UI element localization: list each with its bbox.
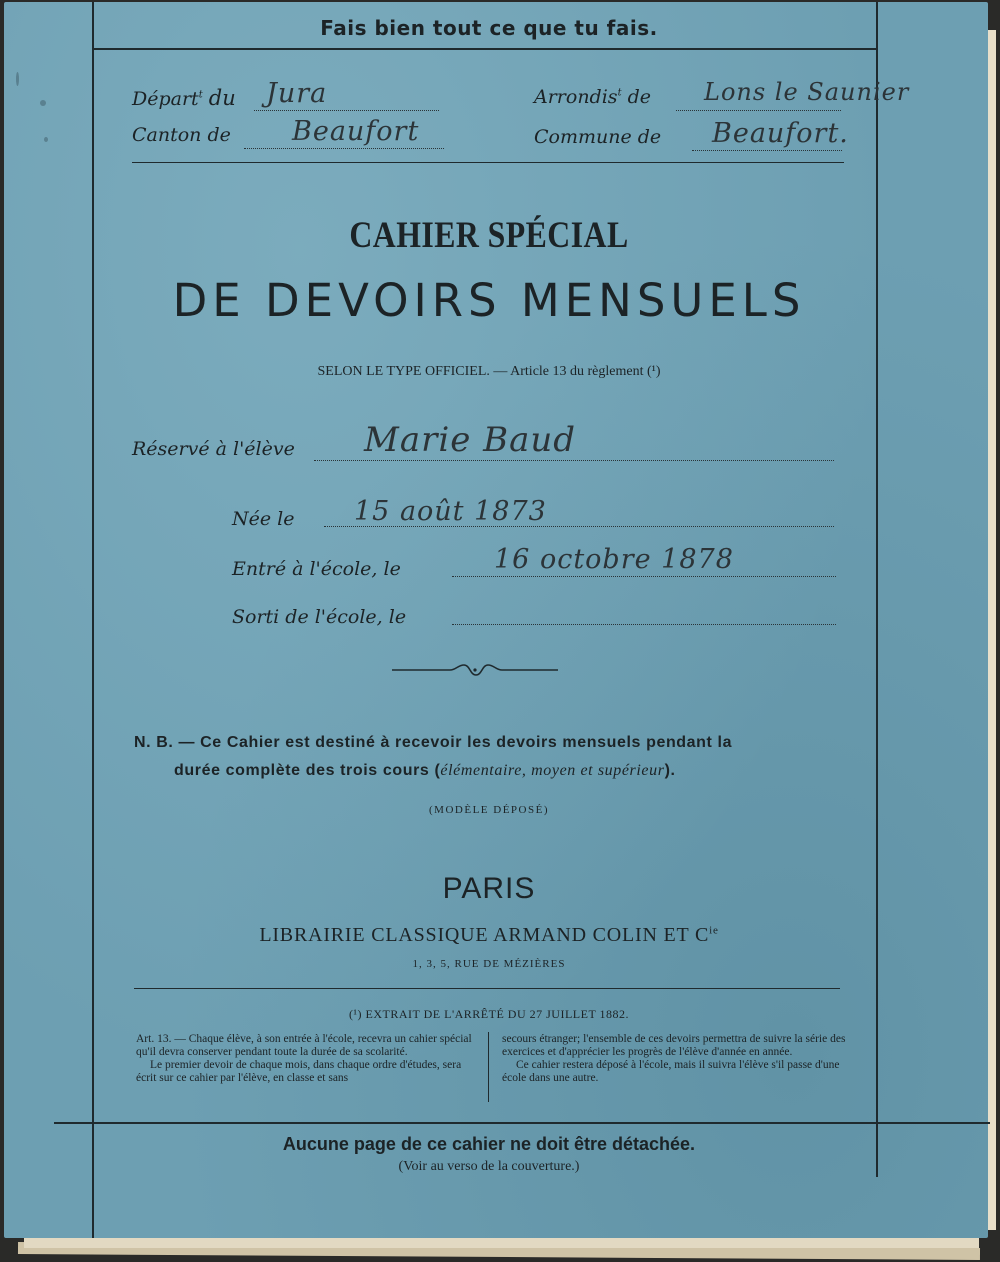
footnote-left-paragraph-2: Le premier devoir de chaque mois, dans chaque ordre d'études, sera écrit sur ce cahier par l'élève, en classe et sans [136, 1059, 462, 1084]
ornament-divider [390, 662, 560, 678]
title-line-2: DE DEVOIRS MENSUELS [172, 274, 806, 327]
student-name: Marie Baud [364, 420, 577, 460]
commune-dotted-line [692, 150, 842, 151]
publisher-name: LIBRAIRIE CLASSIQUE ARMAND COLIN ET $C^{ie}$ [259, 924, 719, 946]
motto: Fais bien tout ce que tu fais. [320, 16, 658, 40]
publisher-address: 1, 3, 5, RUE DE MÉZIÈRES [412, 958, 566, 970]
stain [16, 72, 19, 86]
footnote-column-divider [488, 1032, 489, 1102]
stain [44, 137, 48, 142]
page-edge-right [988, 30, 996, 1230]
arrondissement-label: Arrondis$^t$ de [534, 86, 652, 108]
canton-value: Beaufort [292, 116, 420, 147]
arrondissement-dotted-line [676, 110, 841, 111]
reserve-label: Réservé à l'élève [132, 438, 295, 460]
footer-note: (Voir au verso de la couverture.) [398, 1159, 580, 1174]
departement-value: Jura [266, 78, 328, 109]
born-value: 15 août 1873 [354, 496, 547, 527]
modele-depose: (MODÈLE DÉPOSÉ) [429, 804, 549, 816]
born-label: Née le [232, 508, 295, 530]
subtitle: SELON LE TYPE OFFICIEL. — Article 13 du règlement (¹) [317, 364, 661, 379]
canton-dotted-line [244, 148, 444, 149]
notice-line-2: durée complète des trois cours (élémentaire, moyen et supérieur). [174, 762, 676, 779]
stain [40, 100, 46, 106]
born-dotted-line [324, 526, 834, 527]
frame-left-line [92, 2, 94, 1238]
student-name-dotted-line [314, 460, 834, 461]
publisher-city: PARIS [442, 872, 536, 905]
title-line-1: CAHIER SPÉCIAL [349, 215, 629, 256]
entered-value: 16 octobre 1878 [494, 544, 734, 575]
entered-label: Entré à l'école, le [232, 558, 401, 580]
frame-bottom-rule [54, 1122, 990, 1124]
footnote-right-paragraph-2: Ce cahier restera déposé à l'école, mais il suivra l'élève s'il passe d'une école dans une autre. [502, 1059, 840, 1084]
departement-dotted-line [254, 110, 439, 111]
left-label: Sorti de l'école, le [232, 606, 407, 628]
entered-dotted-line [452, 576, 836, 577]
footnote-rule [134, 988, 840, 989]
commune-label: Commune de [534, 126, 662, 148]
header-underline [132, 162, 844, 163]
frame-top-rule [92, 48, 878, 50]
notice-line-1: N. B. — Ce Cahier est destiné à recevoir les devoirs mensuels pendant la [134, 734, 733, 751]
footnote-title: (¹) EXTRAIT DE L'ARRÊTÉ DU 27 JUILLET 1882. [348, 1007, 630, 1021]
arrondissement-value: Lons le Saunier [704, 78, 910, 106]
footer-warning: Aucune page de ce cahier ne doit être détachée. [282, 1134, 696, 1154]
departement-label: Départ$^t$ du [132, 86, 236, 110]
footnote-right-column [502, 1033, 847, 1085]
frame-right-line [876, 2, 878, 1177]
commune-value: Beaufort. [712, 118, 849, 149]
notebook-cover [4, 2, 988, 1238]
footnote-left-column [136, 1033, 481, 1085]
footnote-right-paragraph-1: secours étranger; l'ensemble de ces devoirs permettra de suivre la série des exercices et d'apprécier les progrès de l'élève d'année en année. [502, 1033, 846, 1058]
canton-label: Canton de [132, 124, 231, 146]
footnote-left-paragraph-1: Art. 13. — Chaque élève, à son entrée à l'école, recevra un cahier spécial qu'il devra conserver pendant toute la durée de sa scolarité. [136, 1033, 472, 1058]
left-dotted-line [452, 624, 836, 625]
